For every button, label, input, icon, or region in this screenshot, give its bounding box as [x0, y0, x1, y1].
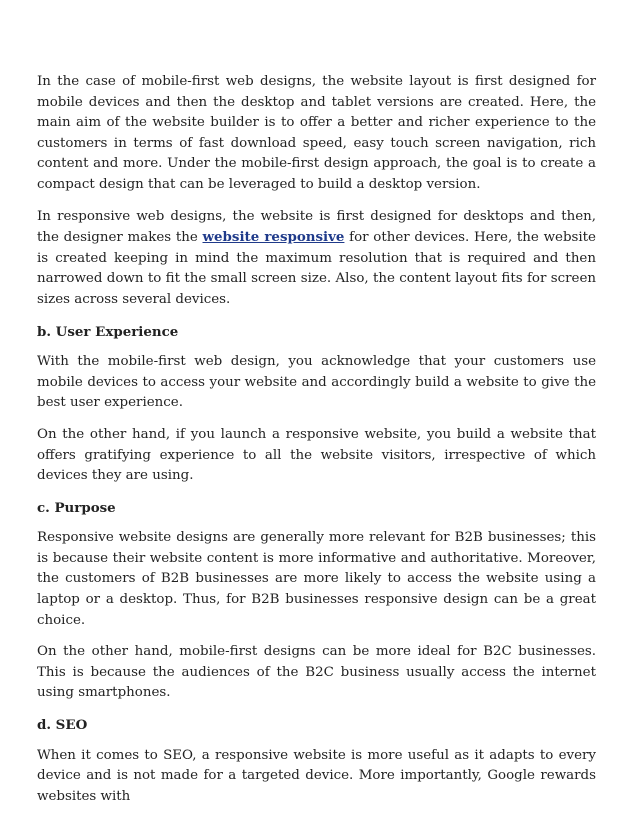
paragraph-responsive-text-2: for other devices. Here, the website is created keeping in mind the maximum resolution that is required and then narrowed down to fit the small screen size. Also, the content layout fits for screen sizes across several devices. [37, 230, 596, 307]
paragraph-mobile-first: In the case of mobile-first web designs, the website layout is first designed for mobile devices and then the desktop and tablet versions are created. Here, the main aim of the website builder is to offer a better and richer experience to the customers in terms of fast download speed, easy touch screen navigation, rich content and more. Under the mobile-first design approach, the goal is to create a compact design that can be leveraged to build a desktop version. [37, 74, 596, 192]
website-responsive-link[interactable]: website responsive [202, 229, 345, 246]
heading-purpose: c. Purpose [37, 499, 116, 516]
heading-seo: d. SEO [37, 717, 88, 734]
document-page [37, 72, 596, 818]
paragraph-purpose-b2c: On the other hand, mobile-first designs can be more ideal for B2C businesses. This is because the audiences of the B2C business usually access the internet using smartphones. [37, 644, 596, 701]
paragraph-purpose-b2b: Responsive website designs are generally more relevant for B2B businesses; this is because their website content is more informative and authoritative. Moreover, the customers of B2B businesses are more likely to access the website using a laptop or a desktop. Thus, for B2B businesses responsive design can be a great choice. [37, 530, 596, 628]
paragraph-responsive-text-1: In responsive web designs, the website is first designed for desktops and then, the designer makes the [37, 208, 596, 246]
paragraph-seo: When it comes to SEO, a responsive website is more useful as it adapts to every device and is not made for a targeted device. More importantly, Google rewards websites with [37, 747, 596, 804]
paragraph-ux-responsive: On the other hand, if you launch a responsive website, you build a website that offers gratifying experience to all the website visitors, irrespective of which devices they are using. [37, 426, 596, 484]
heading-user-experience: b. User Experience [37, 323, 179, 340]
paragraph-ux-mobile-first: With the mobile-first web design, you acknowledge that your customers use mobile devices to access your website and accordingly build a website to give the best user experience. [37, 354, 596, 411]
paragraph-responsive [37, 207, 596, 311]
